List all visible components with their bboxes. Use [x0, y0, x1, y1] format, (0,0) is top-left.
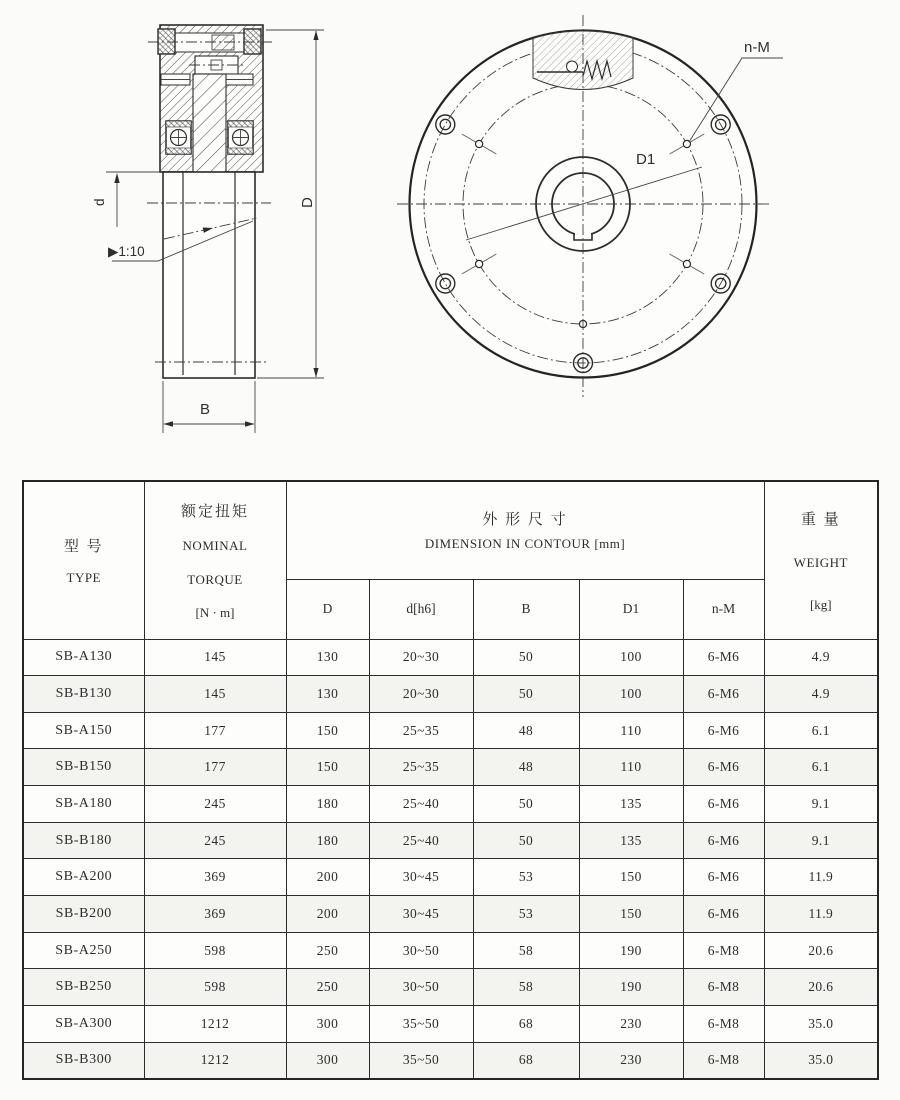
cell-D: 250: [286, 932, 369, 969]
dim-label-D1: D1: [636, 151, 656, 168]
cell-nM: 6-M6: [683, 822, 764, 859]
cell-d: 30~50: [369, 932, 473, 969]
cell-D: 250: [286, 969, 369, 1006]
cell-D1: 135: [579, 822, 683, 859]
subcol-D: D: [286, 579, 369, 639]
weight-label-zh: 重 量: [800, 511, 841, 528]
col-header-dimension: [286, 481, 764, 579]
cell-weight: 9.1: [764, 822, 878, 859]
cell-nM: 6-M8: [683, 1042, 764, 1079]
cell-nM: 6-M6: [683, 676, 764, 713]
cell-d: 35~50: [369, 1006, 473, 1043]
cell-D1: 110: [579, 749, 683, 786]
cell-nM: 6-M6: [683, 786, 764, 823]
d-arrow: [114, 173, 119, 183]
cell-D: 150: [286, 749, 369, 786]
D-arrow-bottom: [313, 368, 318, 378]
cell-d: 25~40: [369, 786, 473, 823]
cell-D1: 150: [579, 896, 683, 933]
cell-nM: 6-M8: [683, 932, 764, 969]
dimension-label-en: DIMENSION IN CONTOUR [mm]: [424, 536, 626, 552]
cell-weight: 35.0: [764, 1006, 878, 1043]
table-row: [23, 639, 878, 676]
B-arrow-left: [164, 421, 174, 426]
cell-torque: 177: [144, 712, 286, 749]
cell-d: 20~30: [369, 676, 473, 713]
cell-B: 53: [473, 859, 579, 896]
cell-model: SB-A130: [23, 639, 144, 676]
type-label-en: TYPE: [66, 569, 101, 585]
cell-model: SB-B180: [23, 822, 144, 859]
weight-label-en: WEIGHT: [793, 554, 848, 570]
cell-model: SB-A250: [23, 932, 144, 969]
cell-nM: 6-M6: [683, 859, 764, 896]
holes-label: n-M: [744, 39, 770, 56]
cell-model: SB-A200: [23, 859, 144, 896]
cell-D1: 190: [579, 932, 683, 969]
table-row: [23, 676, 878, 713]
cell-torque: 1212: [144, 1006, 286, 1043]
taper-label: ▶1:10: [108, 244, 145, 259]
B-arrow-right: [245, 421, 255, 426]
D-arrow-top: [313, 31, 318, 41]
cell-D: 300: [286, 1042, 369, 1079]
cell-model: SB-A180: [23, 786, 144, 823]
cell-d: 25~35: [369, 712, 473, 749]
cell-nM: 6-M6: [683, 712, 764, 749]
cell-torque: 245: [144, 822, 286, 859]
table-row: [23, 749, 878, 786]
technical-drawing: [0, 0, 900, 465]
cell-d: 35~50: [369, 1042, 473, 1079]
cell-B: 68: [473, 1042, 579, 1079]
cell-nM: 6-M6: [683, 639, 764, 676]
dimension-label-zh: 外 形 尺 寸: [482, 512, 568, 529]
cell-model: SB-B200: [23, 896, 144, 933]
table-row: [23, 1006, 878, 1043]
socket-bolt-left: [158, 29, 175, 54]
cell-B: 48: [473, 749, 579, 786]
header-row-group: [23, 481, 878, 579]
cell-weight: 4.9: [764, 639, 878, 676]
cell-weight: 6.1: [764, 749, 878, 786]
cell-B: 68: [473, 1006, 579, 1043]
bearing-right: [228, 121, 253, 154]
col-header-torque: [144, 481, 286, 639]
bolt-channel: [174, 33, 246, 52]
cell-D: 180: [286, 786, 369, 823]
subcol-B: B: [473, 579, 579, 639]
cell-weight: 11.9: [764, 859, 878, 896]
cell-B: 50: [473, 639, 579, 676]
cell-torque: 145: [144, 676, 286, 713]
cell-model: SB-A150: [23, 712, 144, 749]
cell-weight: 11.9: [764, 896, 878, 933]
cell-model: SB-B130: [23, 676, 144, 713]
dim-label-B: B: [200, 401, 211, 418]
cell-model: SB-B300: [23, 1042, 144, 1079]
cell-B: 50: [473, 822, 579, 859]
cell-weight: 9.1: [764, 786, 878, 823]
table-row: [23, 859, 878, 896]
cell-d: 25~35: [369, 749, 473, 786]
cell-D: 150: [286, 712, 369, 749]
torque-label-en1: NOMINAL: [182, 538, 248, 553]
spec-table: [22, 480, 879, 1080]
cell-nM: 6-M8: [683, 1006, 764, 1043]
cell-nM: 6-M6: [683, 896, 764, 933]
table-row: [23, 1042, 878, 1079]
cell-weight: 4.9: [764, 676, 878, 713]
torque-unit: [N · m]: [195, 605, 235, 620]
cell-torque: 145: [144, 639, 286, 676]
cell-torque: 1212: [144, 1042, 286, 1079]
subcol-d: d[h6]: [369, 579, 473, 639]
table-row: [23, 712, 878, 749]
table-row: [23, 932, 878, 969]
cell-D1: 230: [579, 1042, 683, 1079]
cell-nM: 6-M6: [683, 749, 764, 786]
cell-D1: 230: [579, 1006, 683, 1043]
col-header-weight: [764, 481, 878, 639]
cell-torque: 369: [144, 896, 286, 933]
table-row: [23, 786, 878, 823]
detent-ball: [567, 61, 578, 72]
torque-label-zh: 额定扭矩: [180, 503, 249, 520]
cell-D: 200: [286, 896, 369, 933]
cell-D1: 190: [579, 969, 683, 1006]
cell-D: 300: [286, 1006, 369, 1043]
socket-bolt-right: [244, 29, 261, 54]
subcol-nM: n-M: [683, 579, 764, 639]
cell-B: 50: [473, 786, 579, 823]
cell-D1: 100: [579, 676, 683, 713]
cell-torque: 177: [144, 749, 286, 786]
cell-model: SB-A300: [23, 1006, 144, 1043]
cell-weight: 6.1: [764, 712, 878, 749]
table-row: [23, 822, 878, 859]
table-row: [23, 896, 878, 933]
cell-D1: 150: [579, 859, 683, 896]
cell-model: SB-B150: [23, 749, 144, 786]
cell-weight: 20.6: [764, 969, 878, 1006]
cell-torque: 598: [144, 932, 286, 969]
front-view: [397, 15, 783, 397]
shaft-column: [193, 74, 226, 172]
bearing-left: [166, 121, 191, 154]
cell-B: 58: [473, 969, 579, 1006]
cell-d: 30~50: [369, 969, 473, 1006]
dim-label-d: d: [92, 198, 107, 206]
cell-D: 200: [286, 859, 369, 896]
torque-label-en2: TORQUE: [187, 571, 243, 587]
cell-D: 130: [286, 676, 369, 713]
cell-d: 20~30: [369, 639, 473, 676]
bolt-spacer: [212, 35, 234, 50]
cell-D1: 135: [579, 786, 683, 823]
cell-D: 130: [286, 639, 369, 676]
col-header-type: [23, 481, 144, 639]
section-view: [92, 25, 324, 433]
cell-nM: 6-M8: [683, 969, 764, 1006]
subcol-D1: D1: [579, 579, 683, 639]
table-row: [23, 969, 878, 1006]
cell-d: 25~40: [369, 822, 473, 859]
cell-torque: 598: [144, 969, 286, 1006]
cell-D1: 100: [579, 639, 683, 676]
cell-D1: 110: [579, 712, 683, 749]
cell-model: SB-B250: [23, 969, 144, 1006]
cell-weight: 35.0: [764, 1042, 878, 1079]
dim-label-D: D: [299, 197, 316, 208]
cell-d: 30~45: [369, 896, 473, 933]
cell-D: 180: [286, 822, 369, 859]
cell-B: 53: [473, 896, 579, 933]
weight-unit: [kg]: [809, 596, 832, 612]
cell-d: 30~45: [369, 859, 473, 896]
cell-torque: 245: [144, 786, 286, 823]
cell-torque: 369: [144, 859, 286, 896]
cell-B: 50: [473, 676, 579, 713]
type-label-zh: 型 号: [63, 538, 104, 555]
cell-weight: 20.6: [764, 932, 878, 969]
cell-B: 58: [473, 932, 579, 969]
cell-B: 48: [473, 712, 579, 749]
